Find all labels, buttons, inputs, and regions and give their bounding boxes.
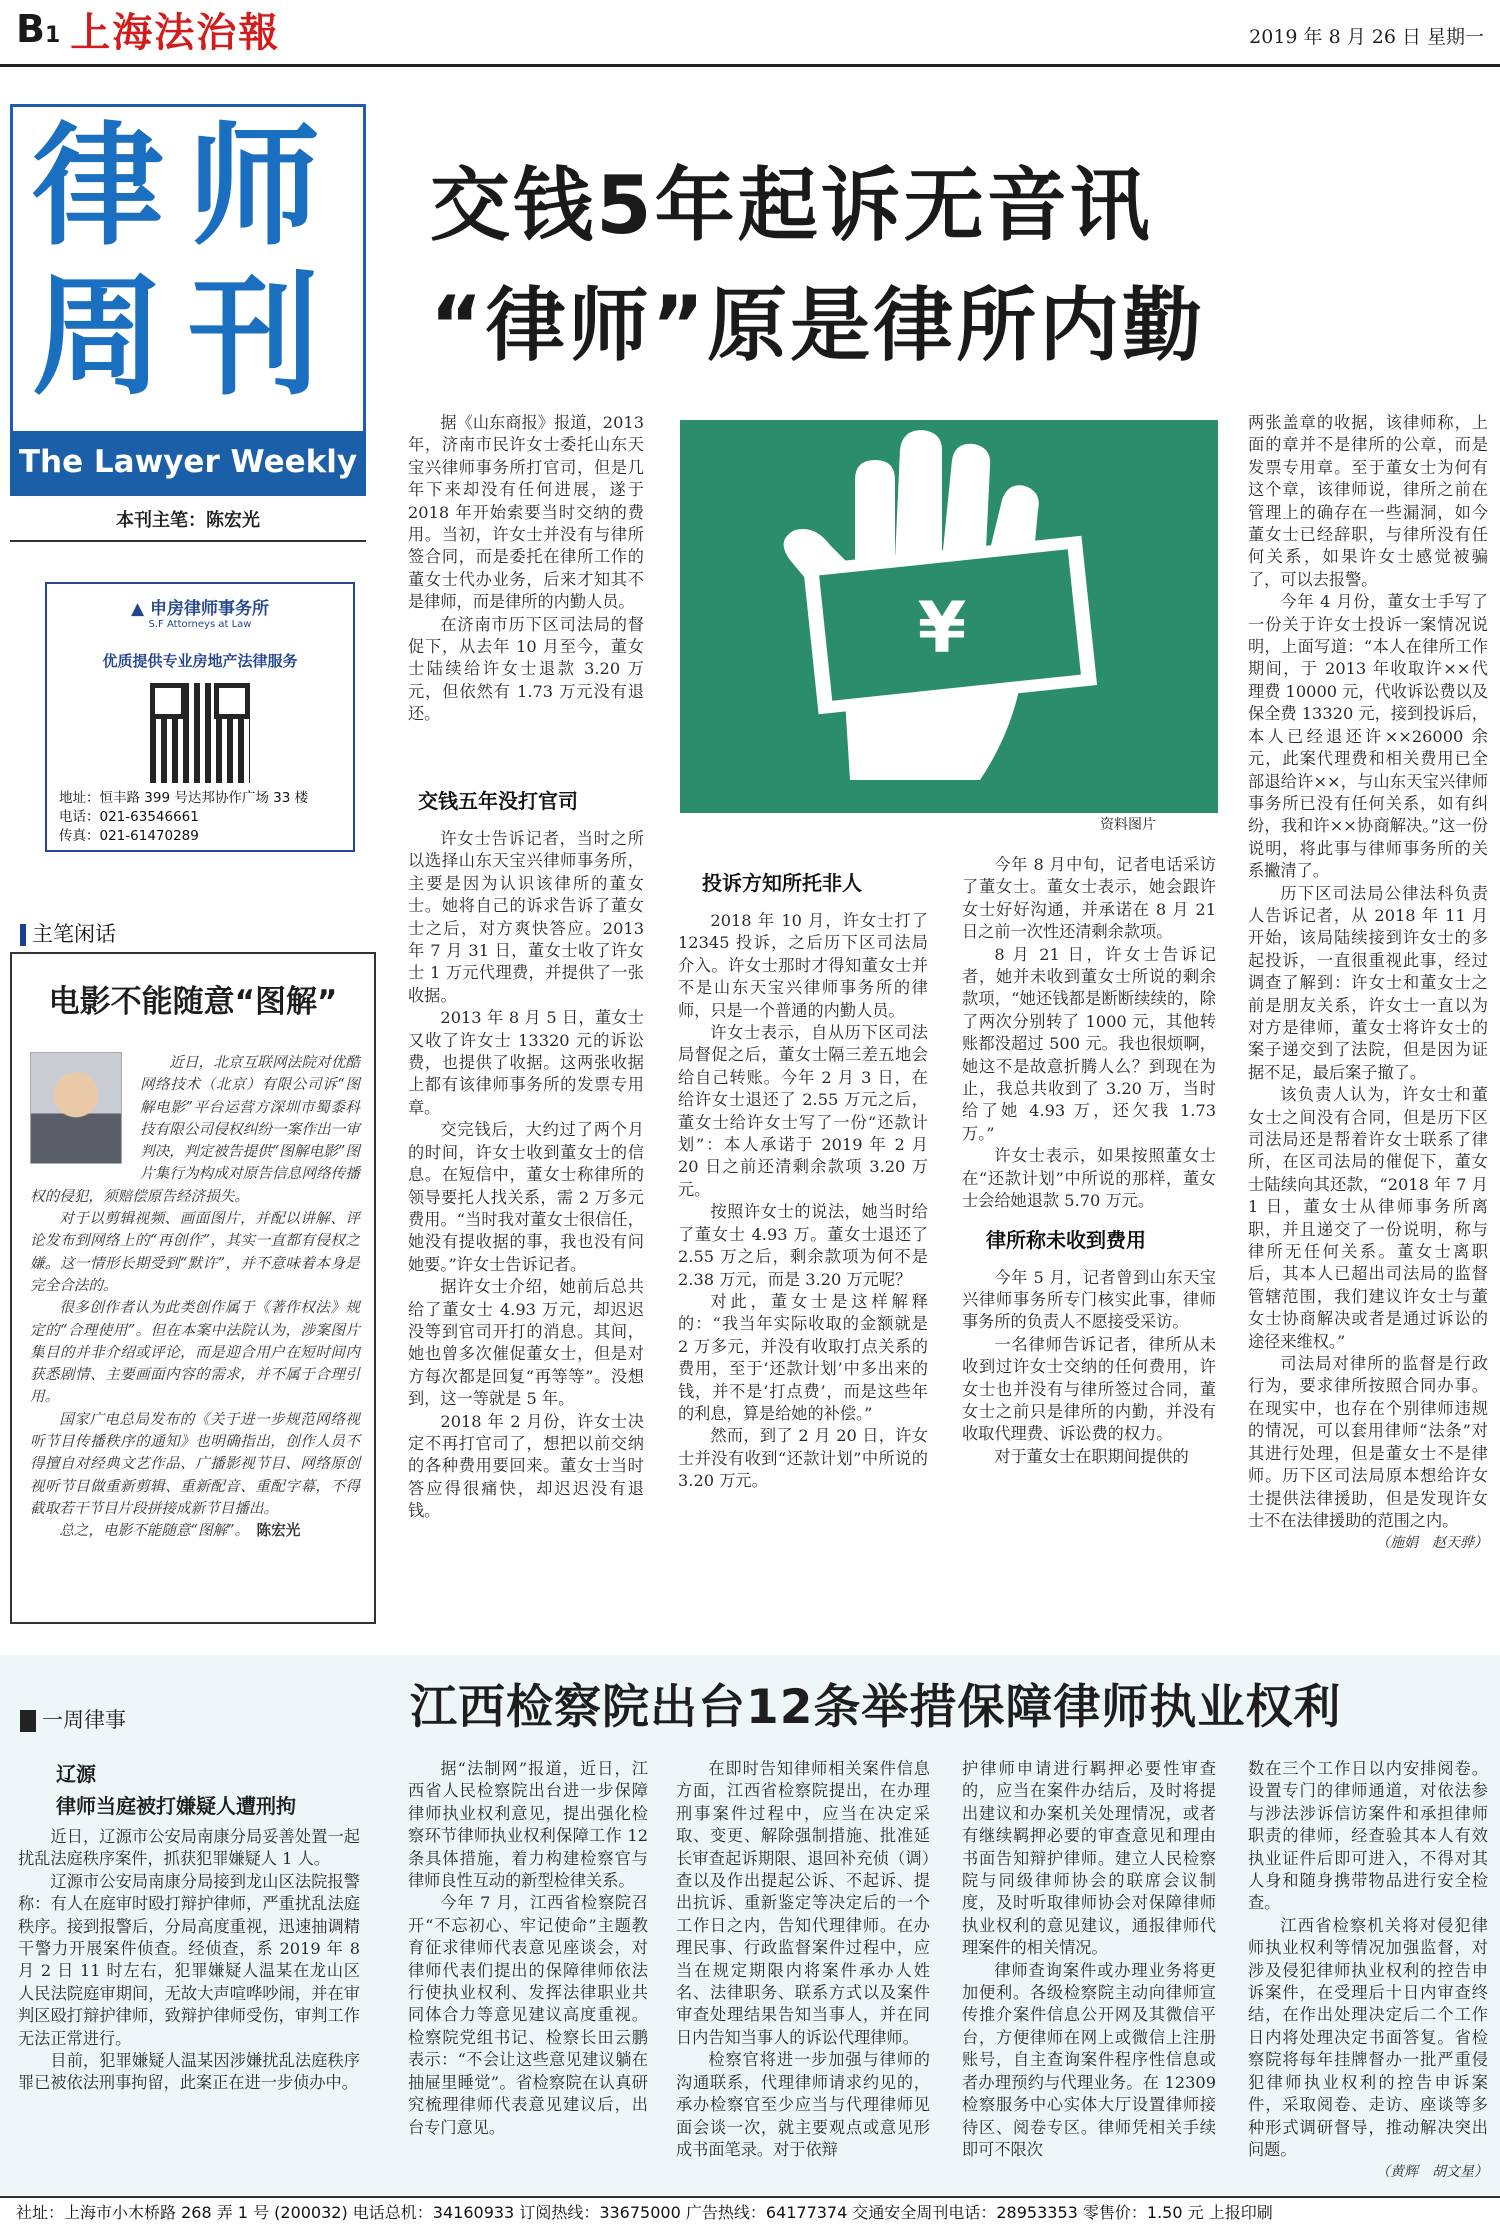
paragraph: 检察官将进一步加强与律师的沟通联系，代理律师请求约见的，承办检察官至少应当与代理律师见面会谈一次，就主要观点或意见形成书面笔录。对于依辩 — [676, 2050, 930, 2159]
banner-english-title: The Lawyer Weekly — [13, 431, 363, 493]
main-headline — [430, 146, 1490, 386]
paragraph: 许女士告诉记者，当时之所以选择山东天宝兴律师事务所，主要是因为认识该律所的董女士。她将自己的诉求告诉了董女士之后，对方爽快答应。2013 年 7 月 31 日，董女士收了许女士 1 万元代理费，并提供了一张收据。 — [408, 829, 644, 1005]
article-column-1 — [408, 412, 644, 726]
subheading: 交钱五年没打官司 — [418, 789, 578, 813]
byline: （施娟 赵天骅） — [1376, 1535, 1488, 1552]
lawyer-weekly-banner — [10, 104, 366, 496]
article-column-4 — [1248, 412, 1488, 1555]
paragraph: 目前，犯罪嫌疑人温某因涉嫌扰乱法庭秩序罪已被依法刑事拘留，此案正在进一步侦办中。 — [18, 2051, 360, 2093]
byline: （黄辉 胡文星） — [1376, 2164, 1488, 2181]
paragraph: 据“法制网”报道，近日，江西省人民检察院出台进一步保障律师执业权利意见，提出强化检察环节律师执业权利保障工作 12 条具体措施，着力构建检察官与律师良性互动的新型检律关系。 — [408, 1759, 648, 1891]
weekly-news-body — [18, 1826, 360, 2095]
divider — [10, 540, 366, 542]
column-paragraph: 很多创作者认为此类创作属于《著作权法》规定的“合理使用”。但在本案中法院认为，涉案图片集目的并非介绍或评论，而是迎合用户在短时间内获悉剧情、主要画面内容的需求，并不属于合理引用。 — [30, 1299, 360, 1406]
ad-slogan: 优质提供专业房地产法律服务 — [102, 652, 298, 670]
weekly-news-label: 一周律事 — [20, 1704, 126, 1734]
paragraph: 2013 年 8 月 5 日，董女士又收了许女士 13320 元的诉讼费，也提供了收据。这两张收据上都有该律师事务所的发票专用章。 — [408, 1008, 644, 1117]
paragraph: 律师查询案件或办理业务将更加便利。各级检察院主动向律师宣传推介案件信息公开网及其微信平台，方便律师在网上或微信上注册账号，自主查询案件程序性信息或者办理预约与代理业务。在 12309 检察服务中心实体大厅设置律师接待区、阅卷专区。律师凭相关手续即可不限次 — [962, 1960, 1216, 2159]
paragraph: 对此，董女士是这样解释的：“我当年实际收取的金额就是 2 万多元，并没有收取打点关系的费用，至于‘还款计划’中多出来的钱，并不是‘打点费’，而是这些年的利息，算是给她的补偿。” — [678, 1291, 928, 1423]
paragraph: 据许女士介绍，她前后总共给了董女士 4.93 万元，却迟迟没等到官司开打的消息。其间，她也曾多次催促董女士，但是对方每次都是回复“再等等”。没想到，这一等就是 5 年。 — [408, 1277, 644, 1409]
column-paragraph: 总之，电影不能随意“图解”。 陈宏光 — [59, 1522, 301, 1540]
column-mark-icon — [20, 924, 26, 946]
news-location: 辽源 — [56, 1762, 96, 1786]
ad-address: 地址：恒丰路 399 号达邦协作广场 33 楼 — [59, 790, 309, 806]
svg-text:¥: ¥ — [917, 587, 967, 669]
firm-logo: ▲ 申房律师事务所 — [131, 599, 269, 619]
law-firm-ad — [45, 582, 355, 852]
paragraph: 该负责人认为，许女士和董女士之间没有合同，但是历下区司法局还是帮着许女士联系了律所，在区司法局的催促下，董女士陆续向其还款，“2018 年 7 月 1 日，董女士从律师事务所离职，并且递交了一份说明，称与律所无任何关系。董女士离职后，其本人已超出司法局的监督管辖范围，我们建议许女士与董女士协商解决或者是通过诉讼的途径来维权。” — [1248, 1085, 1488, 1351]
paragraph: 护律师申请进行羁押必要性审查的，应当在案件办结后，及时将提出建议和办案机关处理情况，或者有继续羁押必要的审查意见和理由书面告知辩护律师。建立人民检察院与同级律师协会的联席会议制度，及时听取律师协会对保障律师执业权利的意见建议，通报律师代理案件的相关情况。 — [962, 1759, 1216, 1958]
banner-line-1: 律师 — [32, 110, 344, 264]
paragraph: 江西省检察机关将对侵犯律师执业权利等情况加强监督，对涉及侵犯律师执业权利的控告申诉案件，在受理后十日内审查终结，在作出处理决定后二个工作日内将处理决定书面答复。省检察院将每年挂牌督办一批严重侵犯律师执业权利的控告申诉案件，采取阅卷、走访、座谈等多种形式调研督导，推动解决突出问题。 — [1248, 1915, 1488, 2159]
column-paragraph: 对于以剪辑视频、画面图片，并配以讲解、评论发布到网络上的“再创作”，其实一直都有侵权之嫌。这一情形长期受到“默许”，并不意味着本身是完全合法的。 — [30, 1210, 360, 1294]
paragraph: 在济南市历下区司法局的督促下，从去年 10 月至今，董女士陆续给许女士退款 3.20 万元，但依然有 1.73 万元没有退还。 — [408, 614, 644, 724]
second-column-4 — [1248, 1758, 1488, 2184]
article-column-3 — [962, 854, 1216, 1468]
paragraph: 两张盖章的收据，该律师称，上面的章并不是律所的公章，而是发票专用章。至于董女士为何有这个章，该律师说，律所之前在管理上的确存在一些漏洞，如今董女士已经辞职，与律所没有任何关系，如果许女士感觉被骗了，可以去报警。 — [1248, 413, 1488, 589]
paragraph: 对于董女士在职期间提供的 — [994, 1446, 1189, 1466]
firm-logo-icon: ▲ — [131, 599, 150, 619]
ad-fax: 传真：021-61470289 — [59, 828, 199, 844]
subheading: 投诉方知所托非人 — [702, 871, 862, 895]
paragraph: 2018 年 2 月份，许女士决定不再打官司了，想把以前交纳的各种费用要回来。董女士当时答应得很痛快，却迟迟没有退钱。 — [408, 1411, 644, 1521]
second-headline: 江西检察院出台12条举措保障律师执业权利 — [410, 1680, 1342, 1735]
paragraph: 今年 7 月，江西省检察院召开“不忘初心、牢记使命”主题教育征求律师代表意见座谈会，对律师代表们提出的保障律师依法行使执业权利、发挥法律职业共同体合力等意见建议高度重视。检察院党组书记、检察长田云鹏表示：“不会让这些意见建议躺在抽屉里睡觉”。省检察院在认真研究梳理律师代表意见建议后，出台专门意见。 — [408, 1893, 648, 2137]
second-column-1 — [408, 1758, 648, 2139]
masthead-rule — [0, 64, 1500, 67]
paragraph: 许女士表示，自从历下区司法局督促之后，董女士隔三差五地会给自己转账。今年 2 月 3 日，在给许女士退还了 2.55 万元之后，董女士给许女士写了一份“还款计划”：本人承诺于 2019 年 2 月 20 日之前还清剩余款项 3.20 万元。 — [678, 1023, 928, 1199]
paragraph: 历下区司法局公律法科负责人告诉记者，从 2018 年 11 月开始，该局陆续接到许女士的多起投诉，一直很重视此事，经过调查了解到：许女士和董女士之前是朋友关系，许女士一直以为对方是律师，董女士将许女士的案子递交到了法院，但是因为证据不足，最后案子撤了。 — [1248, 883, 1488, 1082]
paragraph: 在即时告知律师相关案件信息方面，江西省检察院提出，在办理刑事案件过程中，应当在决定采取、变更、解除强制措施、批准延长审查起诉期限、退回补充侦（调）查以及作出提起公诉、不起诉、提出抗诉、重新鉴定等决定后的一个工作日之内，告知代理律师。在办理民事、行政监督案件过程中，应当在规定期限内将案件承办人姓名、法律职务、联系方式以及案件审查处理结果告知当事人，并在同日内告知当事人的诉讼代理律师。 — [676, 1759, 930, 2047]
paragraph: 近日，辽源市公安局南康分局妥善处置一起扰乱法庭秩序案件，抓获犯罪嫌疑人 1 人。 — [18, 1827, 360, 1869]
article-photo — [680, 420, 1218, 813]
qr-code-icon — [150, 683, 250, 783]
paragraph: 据《山东商报》报道，2013 年，济南市民许女士委托山东天宝兴律师事务所打官司，但是几年下来却没有任何进展，遂于 2018 年开始索要当时交纳的费用。当初，许女士并没有与律所签合同，而是委托在律所工作的董女士代办业务，后来才知其不是律师，而是律所的内勤人员。 — [408, 413, 644, 612]
column-label: 主笔闲话 — [20, 918, 116, 948]
author-avatar — [30, 1052, 122, 1164]
paragraph: 2018 年 10 月，许女士打了 12345 投诉，之后历下区司法局介入。许女士那时才得知董女士并不是山东天宝兴律师事务所的律师，只是一个普通的内勤人员。 — [678, 911, 928, 1020]
headline-line-2: “律师”原是律所内勤 — [430, 279, 1206, 372]
footer-info: 社址：上海市小木桥路 268 弄 1 号 (200032) 电话总机：34160933 订阅热线：33675000 广告热线：64177374 交通安全周刊电话：28953353 零售价：1.50 元 上报印刷 — [0, 2196, 1500, 2229]
editorial-column — [10, 952, 376, 1624]
second-column-2 — [676, 1758, 930, 2161]
firm-english: S.F Attorneys at Law — [148, 619, 252, 630]
column-paragraph: 近日，北京互联网法院对优酷网络技术（北京）有限公司诉“图解电影”平台运营方深圳市蜀黍科技有限公司侵权纠纷一案作出一审判决，判定被告提供“图解电影”图片集行为构成对原告信息网络传播权的侵犯，须赔偿原告经济损失。 — [30, 1054, 360, 1205]
second-column-3 — [962, 1758, 1216, 2161]
photo-caption: 资料图片 — [1100, 817, 1156, 833]
paper-name: 上海法治報 — [70, 8, 281, 56]
section-code: B1 — [16, 7, 61, 51]
ad-phone: 电话：021-63546661 — [59, 809, 199, 825]
article-column-1b — [408, 774, 644, 1523]
headline-line-1: 交钱5年起诉无音讯 — [430, 159, 1153, 252]
paragraph: 今年 4 月份，董女士手写了一份关于许女士投诉一案情况说明，上面写道：“本人在律所工作期间，于 2013 年收取许××代理费 10000 元，代收诉讼费以及保全费 13320 元，接到投诉后，本人已经退还许××26000 余元，此案代理费和相关费用已全部退给许××，与山东天宝兴律师事务所已没有任何关系，如有纠纷，我和许××协商解决。”这一份说明，将此事与律师事务所的关系撇清了。 — [1248, 592, 1488, 881]
paragraph: 然而，到了 2 月 20 日，许女士并没有收到“还款计划”中所说的 3.20 万元。 — [678, 1426, 928, 1491]
paragraph: 今年 8 月中旬，记者电话采访了董女士。董女士表示，她会跟许女士好好沟通，并承诺在 8 月 21 日之前一次性还清剩余款项。 — [962, 855, 1216, 942]
paragraph: 按照许女士的说法，她当时给了董女士 4.93 万。董女士退还了 2.55 万之后，剩余款项为何不是 2.38 万元，而是 3.20 万元呢？ — [678, 1202, 928, 1289]
hand-money-icon — [680, 420, 1218, 813]
paragraph: 许女士表示，如果按照董女士在“还款计划”中所说的那样，董女士会给她退款 5.70 万元。 — [962, 1146, 1216, 1211]
news-title: 律师当庭被打嫌疑人遭刑拘 — [56, 1794, 296, 1818]
chief-editor: 本刊主笔：陈宏光 — [116, 510, 260, 531]
paragraph: 8 月 21 日，许女士告诉记者，她并未收到董女士所说的剩余款项，“她还钱都是断断续续的，除了两次分别转了 1000 元，其他转账都没超过 500 元。我也很烦啊，她这不是故意折腾人么？到现在为止，我总共收到了 3.20 万，当时给了她 4.93 万，还欠我 1.73 万。” — [962, 944, 1216, 1143]
column-paragraph: 国家广电总局发布的《关于进一步规范网络视听节目传播秩序的通知》也明确指出，创作人员不得擅自对经典文艺作品、广播影视节目、网络原创视听节目做重新剪辑、重新配音、重配字幕，不得截取若干节目片段拼接成新节目播出。 — [30, 1410, 360, 1517]
paragraph: 一名律师告诉记者，律所从未收到过许女士交纳的任何费用，许女士也并没有与律所签过合同，董女士之前只是律所的内勤，并没有收取代理费、诉讼费的权力。 — [962, 1334, 1216, 1444]
paragraph: 辽源市公安局南康分局接到龙山区法院报警称：有人在庭审时殴打辩护律师，严重扰乱法庭秩序。接到报警后，分局高度重视，迅速抽调精干警力开展案件侦查。经侦查，系 2019 年 8 月 2 日 11 时左右，犯罪嫌疑人温某在龙山区人民法院庭审期间，无故大声喧哗吵闹，并在审判区殴打辩护律师，致辩护律师受伤，审判工作无法正常进行。 — [18, 1871, 360, 2048]
label-mark-icon — [20, 1710, 36, 1732]
issue-date: 2019 年 8 月 26 日 星期一 — [1249, 26, 1484, 48]
article-column-2 — [678, 856, 928, 1493]
paragraph: 今年 5 月，记者曾到山东天宝兴律师事务所专门核实此事，律师事务所的负责人不愿接受采访。 — [962, 1267, 1216, 1332]
paragraph: 交完钱后，大约过了两个月的时间，许女士收到董女士的信息。在短信中，董女士称律所的领导要托人找关系，需 2 万多元费用。“当时我对董女士很信任，她没有提收据的事，我也没有问她要。”许女士告诉记者。 — [408, 1120, 644, 1274]
paragraph: 数在三个工作日以内安排阅卷。设置专门的律师通道，对依法参与涉法涉诉信访案件和承担律师职责的律师，经查验其本人有效执业证件后即可进入，不得对其人身和随身携带物品进行安全检查。 — [1248, 1759, 1488, 1913]
masthead — [16, 4, 280, 54]
column-title: 电影不能随意“图解” — [48, 984, 338, 1020]
subheading: 律所称未收到费用 — [986, 1227, 1146, 1252]
banner-line-2: 周刊 — [32, 260, 344, 414]
paragraph: 司法局对律所的监督是行政行为，要求律所按照合同办事。在现实中，也存在个别律师违规的情况，可以套用律师“法条”对其进行处理，但是董女士不是律师。历下区司法局原本想给许女士提供法律援助，但是发现许女士不在法律援助的范围之内。 — [1248, 1354, 1488, 1530]
